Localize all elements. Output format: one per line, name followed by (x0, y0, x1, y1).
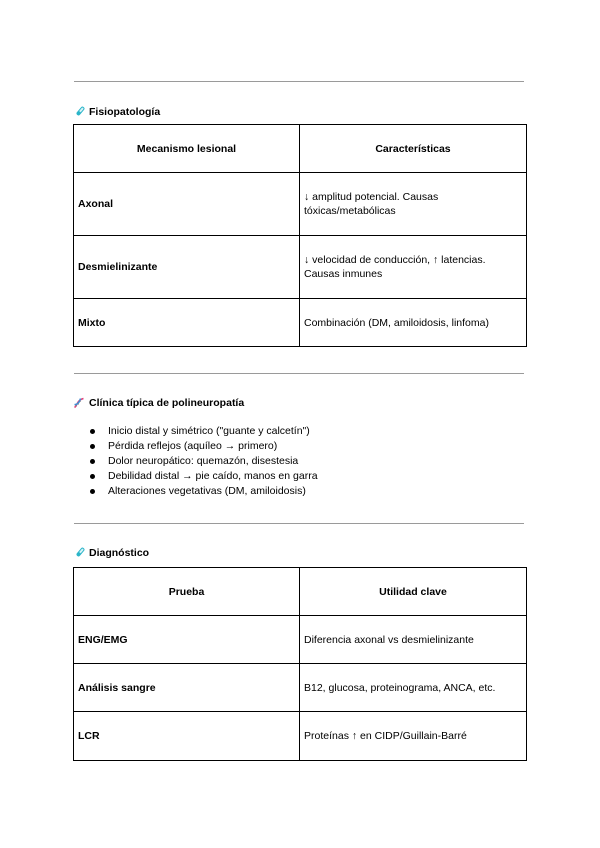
table-row (74, 616, 527, 664)
list-item-text: Inicio distal y simétrico ("guante y calcetín") (108, 425, 310, 437)
list-item (90, 439, 318, 454)
row-label: LCR (74, 712, 300, 761)
test-tube-icon (73, 547, 85, 559)
list-item (90, 454, 318, 469)
row-label: Análisis sangre (74, 664, 300, 712)
bullet-icon (90, 474, 95, 479)
row-description: B12, glucosa, proteinograma, ANCA, etc. (300, 664, 527, 712)
table-row (74, 173, 527, 236)
row-description: Proteínas ↑ en CIDP/Guillain-Barré (300, 712, 527, 761)
row-description: Diferencia axonal vs desmielinizante (300, 616, 527, 664)
list-item-text: Dolor neuropático: quemazón, disestesia (108, 455, 299, 467)
bullet-icon (90, 489, 95, 494)
row-description: Combinación (DM, amiloidosis, linfoma) (300, 299, 527, 347)
list-item-text: Debilidad distal → pie caído, manos en garra (108, 470, 318, 482)
row-description: ↓ velocidad de conducción, ↑ latencias. Causas inmunes (300, 236, 527, 299)
table-row (74, 236, 527, 299)
table-row (74, 299, 527, 347)
test-tube-icon (73, 106, 85, 118)
section-title-text: Fisiopatología (89, 106, 161, 118)
section-title-diagnostico (73, 547, 149, 559)
section-title-text: Clínica típica de polineuropatía (89, 397, 245, 409)
row-label: ENG/EMG (74, 616, 300, 664)
divider (74, 81, 524, 82)
bullet-icon (90, 429, 95, 434)
divider (74, 523, 524, 524)
section-title-clinica (73, 397, 244, 409)
list-item (90, 484, 318, 499)
row-label: Mixto (74, 299, 300, 347)
section-title-text: Diagnóstico (89, 547, 150, 559)
list-item-text: Alteraciones vegetativas (DM, amiloidosis) (108, 485, 306, 497)
diagnostico-table (73, 567, 527, 761)
dna-icon (73, 397, 85, 409)
bullet-icon (90, 459, 95, 464)
column-header: Características (300, 125, 527, 173)
row-label: Desmielinizante (74, 236, 300, 299)
column-header: Prueba (74, 568, 300, 616)
table-header-row (74, 568, 527, 616)
section-title-fisiopatologia (73, 106, 160, 118)
row-label: Axonal (74, 173, 300, 236)
table-row (74, 664, 527, 712)
bullet-icon (90, 444, 95, 449)
column-header: Utilidad clave (300, 568, 527, 616)
divider (74, 373, 524, 374)
row-description: ↓ amplitud potencial. Causas tóxicas/metabólicas (300, 173, 527, 236)
table-header-row (74, 125, 527, 173)
list-item-text: Pérdida reflejos (aquíleo → primero) (108, 440, 278, 452)
fisiopatologia-table (73, 124, 527, 347)
list-item (90, 424, 318, 439)
table-row (74, 712, 527, 761)
clinica-list (90, 424, 318, 499)
list-item (90, 469, 318, 484)
column-header: Mecanismo lesional (74, 125, 300, 173)
